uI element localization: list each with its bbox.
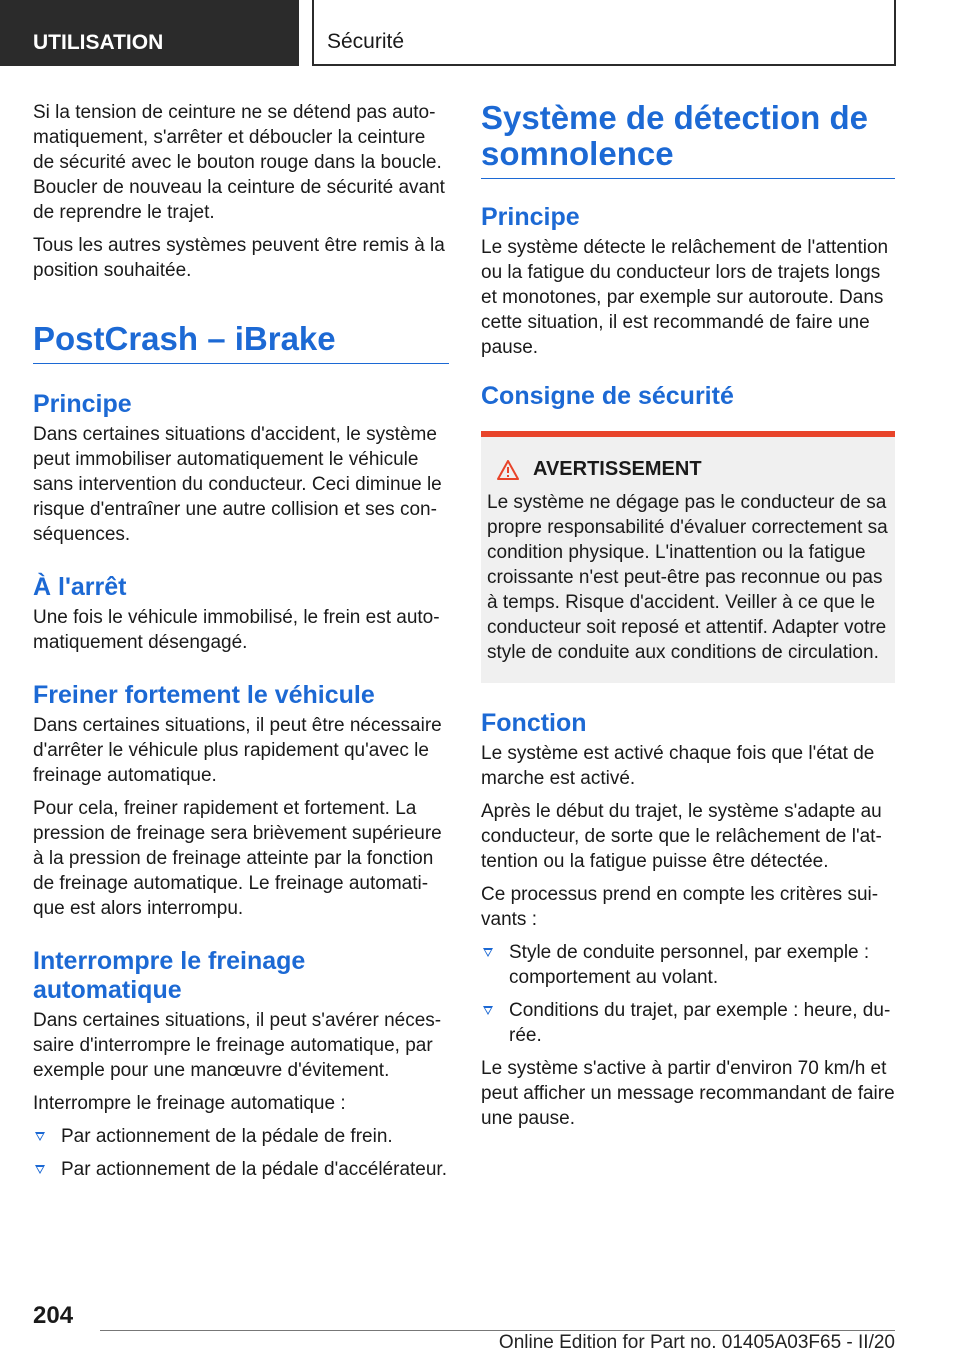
warning-box bbox=[481, 431, 895, 683]
heading-principe: Principe bbox=[481, 203, 580, 231]
heading-principe: Principe bbox=[33, 390, 132, 418]
intro-paragraph: Tous les autres systèmes peuvent être remis à la position souhaitée. bbox=[33, 235, 445, 281]
right-column bbox=[481, 100, 895, 1139]
section-heading-postcrash: PostCrash – iBrake bbox=[33, 321, 449, 364]
heading-freiner: Freiner fortement le véhicule bbox=[33, 681, 375, 709]
interrompre-list bbox=[33, 1124, 449, 1182]
list-item: Par actionnement de la pédale de frein. bbox=[33, 1124, 449, 1149]
interrompre-text: Dans certaines situations, il peut s'avérer nécessaire d'interrompre le freinage automatique, par exemple pour une manœuvre d'évitement. bbox=[33, 1010, 442, 1081]
triangle-bullet-icon bbox=[35, 1165, 45, 1174]
edition-note: Online Edition for Part no. 01405A03F65 - II/20 bbox=[498, 1332, 895, 1353]
heading-fonction: Fonction bbox=[481, 709, 587, 737]
page-number: 204 bbox=[33, 1302, 74, 1329]
warning-triangle-icon bbox=[497, 460, 519, 480]
warning-text: Le système ne dégage pas le conducteur de sa propre responsabilité d'évaluer correctement sa condition physique. L'inattention ou la fatigue croissante n'est peut-être pas reconnue ou pas à temps. Risque d'accident. Veiller à ce que le conducteur soit reposé et attentif. Adapter votre style de conduite aux conditions de circulation. bbox=[487, 492, 888, 663]
footer-divider bbox=[100, 1330, 895, 1331]
fonction-list bbox=[481, 940, 895, 1048]
intro-paragraph: Si la tension de ceinture ne se détend pas automatiquement, s'arrêter et déboucler la ceinture de sécurité avec le bouton rouge dans la boucle. Boucler de nouveau la ceinture de sécurité avant de reprendre le trajet. bbox=[33, 102, 445, 223]
warning-title: AVERTISSEMENT bbox=[497, 457, 889, 482]
triangle-bullet-icon bbox=[35, 1132, 45, 1141]
fonction-text: Le système s'active à partir d'environ 70 km/h et peut afficher un message recommandant de faire une pause. bbox=[481, 1058, 895, 1129]
triangle-bullet-icon bbox=[483, 948, 493, 957]
fonction-text: Le système est activé chaque fois que l'état de marche est activé. bbox=[481, 743, 875, 789]
arret-text: Une fois le véhicule immobilisé, le frein est automatiquement désengagé. bbox=[33, 607, 440, 653]
heading-interrompre: Interrompre le freinage automatique bbox=[33, 947, 306, 1004]
freiner-text: Pour cela, freiner rapidement et fortement. La pression de freinage sera brièvement supérieure à la pression de freinage atteinte par la fonction de freinage automatique. Le freinage automatique est alors interrompu. bbox=[33, 798, 442, 919]
section-heading-somnolence: Système de détection de somnolence bbox=[481, 100, 895, 179]
page-title: Sécurité bbox=[312, 0, 896, 66]
list-item: Par actionnement de la pédale d'accélérateur. bbox=[33, 1157, 449, 1182]
fonction-text: Ce processus prend en compte les critères suivants : bbox=[481, 884, 879, 930]
list-item: Style de conduite personnel, par exemple : comportement au volant. bbox=[481, 940, 895, 990]
section-tab: UTILISATION bbox=[0, 0, 299, 66]
heading-consigne: Consigne de sécurité bbox=[481, 382, 734, 410]
interrompre-text: Interrompre le freinage automatique : bbox=[33, 1093, 346, 1114]
triangle-bullet-icon bbox=[483, 1006, 493, 1015]
heading-arret: À l'arrêt bbox=[33, 573, 127, 601]
fonction-text: Après le début du trajet, le système s'adapte au conducteur, de sorte que le relâchement de l'attention ou la fatigue puisse être détectée. bbox=[481, 801, 882, 872]
principe-text: Dans certaines situations d'accident, le système peut immobiliser automatiquement le véhicule sans intervention du conducteur. Ceci diminue le risque d'entraîner une autre collision et ses conséquences. bbox=[33, 424, 442, 545]
freiner-text: Dans certaines situations, il peut être nécessaire d'arrêter le véhicule plus rapidement qu'avec le freinage automatique. bbox=[33, 715, 442, 786]
list-item: Conditions du trajet, par exemple : heure, durée. bbox=[481, 998, 895, 1048]
principe-text: Le système détecte le relâchement de l'attention ou la fatigue du conducteur lors de trajets longs et monotones, par exemple sur autoroute. Dans cette situation, il est recommandé de faire une pause. bbox=[481, 237, 889, 358]
left-column bbox=[33, 100, 449, 1190]
